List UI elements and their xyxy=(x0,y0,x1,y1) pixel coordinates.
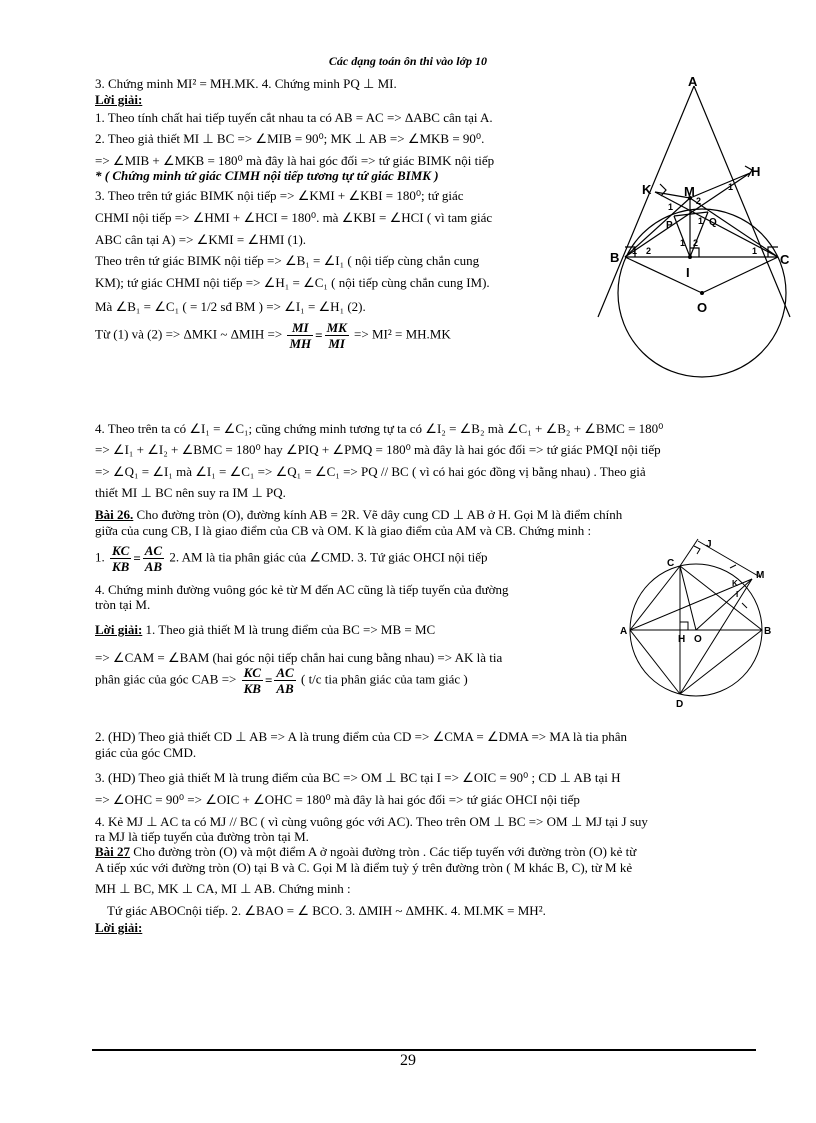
line-text: => MI² = MH.MK xyxy=(354,326,451,342)
text-line-fraction: 1. $\frac{KC}{KB}$ = $\frac{AC}{AB}$ 2. AM là tia phân giác của ∠CMD. 3. Tứ giác OHCI nội tiếp xyxy=(95,543,488,574)
solution-heading: Lời giải: xyxy=(95,920,143,935)
label-m: M xyxy=(756,570,765,581)
footer-rule xyxy=(92,1049,756,1051)
text-line-fraction: Từ (1) và (2) => ΔMKI ~ ΔMIH => $\frac{MI}{MH}$ = $\frac{MK}{MI}$ => MI² = MH.MK xyxy=(95,320,451,351)
text-line: => ∠I₁ + ∠I₂ + ∠BMC = 180⁰ hay ∠PIQ + ∠PMQ = 180⁰ mà đây là hai góc đối => tứ giác PMQI nội tiếp xyxy=(95,442,661,457)
label-o: O xyxy=(697,300,708,315)
text-line: Mà ∠B₁ = ∠C₁ ( = 1/2 sđ BM ) => ∠I₁ = ∠H₁ (2). xyxy=(95,299,366,314)
exercise-line xyxy=(95,507,622,523)
segment-mh xyxy=(690,173,750,198)
tick-mark xyxy=(730,565,736,568)
text-line: A tiếp xúc với đường tròn (O) tại B và C. Gọi M là điểm tuỳ ý trên đường tròn ( M khác B, C), từ M kẻ xyxy=(95,860,633,875)
segment-ip xyxy=(674,216,690,257)
angle-number: 1 xyxy=(728,182,734,192)
label-i: I xyxy=(686,265,690,280)
segment-co xyxy=(680,566,696,630)
text-line xyxy=(95,622,435,638)
page-number: 29 xyxy=(400,1052,416,1069)
label-i: I xyxy=(736,590,739,599)
text-line: 3. Chứng minh MI² = MH.MK. 4. Chứng minh PQ ⊥ MI. xyxy=(95,76,397,91)
label-k: K xyxy=(642,182,652,197)
text-line: 3. Theo trên tứ giác BIMK nội tiếp => ∠KMI + ∠KBI = 180⁰; tứ giác xyxy=(95,188,464,203)
text-line-note: * ( Chứng minh tứ giác CIMH nội tiếp tương tự tứ giác BIMK ) xyxy=(95,168,439,183)
segment-bo xyxy=(625,257,702,293)
label-a: A xyxy=(688,74,698,89)
line-text: phân giác của góc CAB => xyxy=(95,671,237,687)
text-line: => ∠Q₁ = ∠I₁ mà ∠I₁ = ∠C₁ => ∠Q₁ = ∠C₁ => PQ // BC ( vì có hai góc đồng vị bằng nhau) . Theo giả xyxy=(95,464,646,479)
fraction: $\frac{KC}{KB}$ xyxy=(112,543,130,574)
angle-number: 2 xyxy=(693,238,699,248)
segment-ad xyxy=(630,630,680,694)
label-b: B xyxy=(610,250,620,265)
text-line: 2. (HD) Theo giả thiết CD ⊥ AB => A là trung điểm của CD => ∠CMA = ∠DMA => MA là tia phân xyxy=(95,729,628,744)
angle-number: 1 xyxy=(752,246,758,256)
solution-heading: Lời giải: xyxy=(95,622,143,637)
angle-number: 2 xyxy=(646,246,652,256)
right-angle-mark xyxy=(694,546,700,554)
angle-number: 1 xyxy=(698,216,704,226)
right-angle-mark xyxy=(680,622,688,630)
line-text: ( t/c tia phân giác của tam giác ) xyxy=(300,671,468,687)
segment-ac xyxy=(630,566,680,630)
segment-co xyxy=(702,257,778,293)
text-line: tròn tại M. xyxy=(95,597,151,612)
text-line: giác của góc CMD. xyxy=(95,745,197,760)
line-text: Cho đường tròn (O) và một điểm A ở ngoài đường tròn . Các tiếp tuyến với đường tròn (O) kẻ từ xyxy=(130,844,637,859)
point-i xyxy=(688,255,692,259)
angle-number: 1 xyxy=(632,246,638,256)
label-d: D xyxy=(676,699,684,710)
label-m: M xyxy=(684,184,695,199)
text-line: 2. Theo giả thiết MI ⊥ BC => ∠MIB = 90⁰; MK ⊥ AB => ∠MKB = 90⁰. xyxy=(95,131,485,146)
text-line: giữa của cung CB, I là giao điểm của CB và OM. K là giao điểm của AM và CB. Chứng minh : xyxy=(95,523,592,538)
text-line: CHMI nội tiếp => ∠HMI + ∠HCI = 180⁰. mà ∠KBI = ∠HCI ( vì tam giác xyxy=(95,210,493,225)
line-text: 2. AM là tia phân giác của ∠CMD. 3. Tứ giác OHCI nội tiếp xyxy=(169,549,488,565)
text-line: => ∠MIB + ∠MKB = 180⁰ mà đây là hai góc đối => tứ giác BIMK nội tiếp xyxy=(95,153,495,168)
fraction: $\frac{MI}{MH}$ xyxy=(289,320,312,351)
label-c: C xyxy=(667,558,675,569)
text-line: => ∠CAM = ∠BAM (hai góc nội tiếp chắn hai cung bằng nhau) => AK là tia xyxy=(95,650,503,665)
text-line: Theo trên tứ giác BIMK nội tiếp => ∠B₁ = ∠I₁ ( nội tiếp cùng chắn cung xyxy=(95,253,480,268)
point-o xyxy=(700,291,704,295)
label-h: H xyxy=(678,634,686,645)
line-text: Từ (1) và (2) => ΔMKI ~ ΔMIH => xyxy=(95,326,283,342)
text-line: ABC cân tại A) => ∠KMI = ∠HMI (1). xyxy=(95,232,307,247)
label-a: A xyxy=(620,626,628,637)
segment-db xyxy=(680,630,762,694)
label-o: O xyxy=(694,634,702,645)
label-c: C xyxy=(780,252,790,267)
label-p: P xyxy=(666,220,673,231)
exercise-line xyxy=(95,844,636,860)
tick-mark xyxy=(742,603,747,608)
angle-number: 2 xyxy=(696,196,702,206)
text-line: 4. Theo trên ta có ∠I₁ = ∠C₁; cũng chứng minh tương tự ta có ∠I₂ = ∠B₂ mà ∠C₁ + ∠B₂ + ∠BMC = 180⁰ xyxy=(95,421,664,436)
geometry-figure-1 xyxy=(580,72,800,402)
line-text: 1. Theo giả thiết M là trung điểm của BC => MB = MC xyxy=(142,622,436,637)
text-line-fraction: phân giác của góc CAB => $\frac{KC}{KB}$ = $\frac{AC}{AB}$ ( t/c tia phân giác của tam giác ) xyxy=(95,665,468,696)
fraction: $\frac{AC}{AB}$ xyxy=(276,665,294,696)
text-line: thiết MI ⊥ BC nên suy ra IM ⊥ PQ. xyxy=(95,485,286,500)
ray-ac-extended xyxy=(680,539,698,566)
text-line: 1. Theo tính chất hai tiếp tuyến cắt nhau ta có AB = AC => ΔABC cân tại A. xyxy=(95,110,493,125)
angle-number: 1 xyxy=(668,202,674,212)
text-line: KM); tứ giác CHMI nội tiếp => ∠H₁ = ∠C₁ ( nội tiếp cùng chắn cung IM). xyxy=(95,275,490,290)
fraction: $\frac{AC}{AB}$ xyxy=(144,543,163,574)
line-text: Cho đường tròn (O), đường kính AB = 2R. Vẽ dây cung CD ⊥ AB ở H. Gọi M là điểm chính xyxy=(133,507,623,522)
text-line: 3. (HD) Theo giả thiết M là trung điểm của BC => OM ⊥ BC tại I => ∠OIC = 90⁰ ; CD ⊥ AB tại H xyxy=(95,770,621,785)
line-text: 1. xyxy=(95,549,105,565)
segment-cm xyxy=(690,198,778,257)
exercise-label: Bài 27 xyxy=(95,844,131,859)
text-line: ra MJ là tiếp tuyến của đường tròn tại M. xyxy=(95,829,309,844)
label-h: H xyxy=(751,164,761,179)
label-k: K xyxy=(732,579,738,588)
text-line: 4. Chứng minh đường vuông góc kẻ từ M đến AC cũng là tiếp tuyến của đường xyxy=(95,582,509,597)
solution-heading: Lời giải: xyxy=(95,92,143,107)
fraction: $\frac{KC}{KB}$ xyxy=(243,665,261,696)
text-line: => ∠OHC = 90⁰ => ∠OIC + ∠OHC = 180⁰ mà đây là hai góc đối => tứ giác OHCI nội tiếp xyxy=(95,792,580,807)
label-b: B xyxy=(764,626,772,637)
fraction: $\frac{MK}{MI}$ xyxy=(326,320,347,351)
segment-dm xyxy=(680,579,752,694)
label-q: Q xyxy=(709,217,717,228)
angle-number: 1 xyxy=(680,238,686,248)
exercise-label: Bài 26. xyxy=(95,507,134,522)
label-j: J xyxy=(706,539,712,550)
text-line: Tứ giác ABOCnội tiếp. 2. ∠BAO = ∠ BCO. 3. ΔMIH ~ ΔMHK. 4. MI.MK = MH². xyxy=(107,903,546,918)
segment-cb xyxy=(680,566,765,630)
text-line: 4. Kẻ MJ ⊥ AC ta có MJ // BC ( vì cùng vuông góc với AC). Theo trên OM ⊥ BC => OM ⊥ MJ tại J suy xyxy=(95,814,648,829)
page-header: Các dạng toán ôn thi vào lớp 10 xyxy=(328,54,488,68)
text-line: MH ⊥ BC, MK ⊥ CA, MI ⊥ AB. Chứng minh : xyxy=(95,881,351,896)
geometry-figure-2 xyxy=(618,535,774,710)
